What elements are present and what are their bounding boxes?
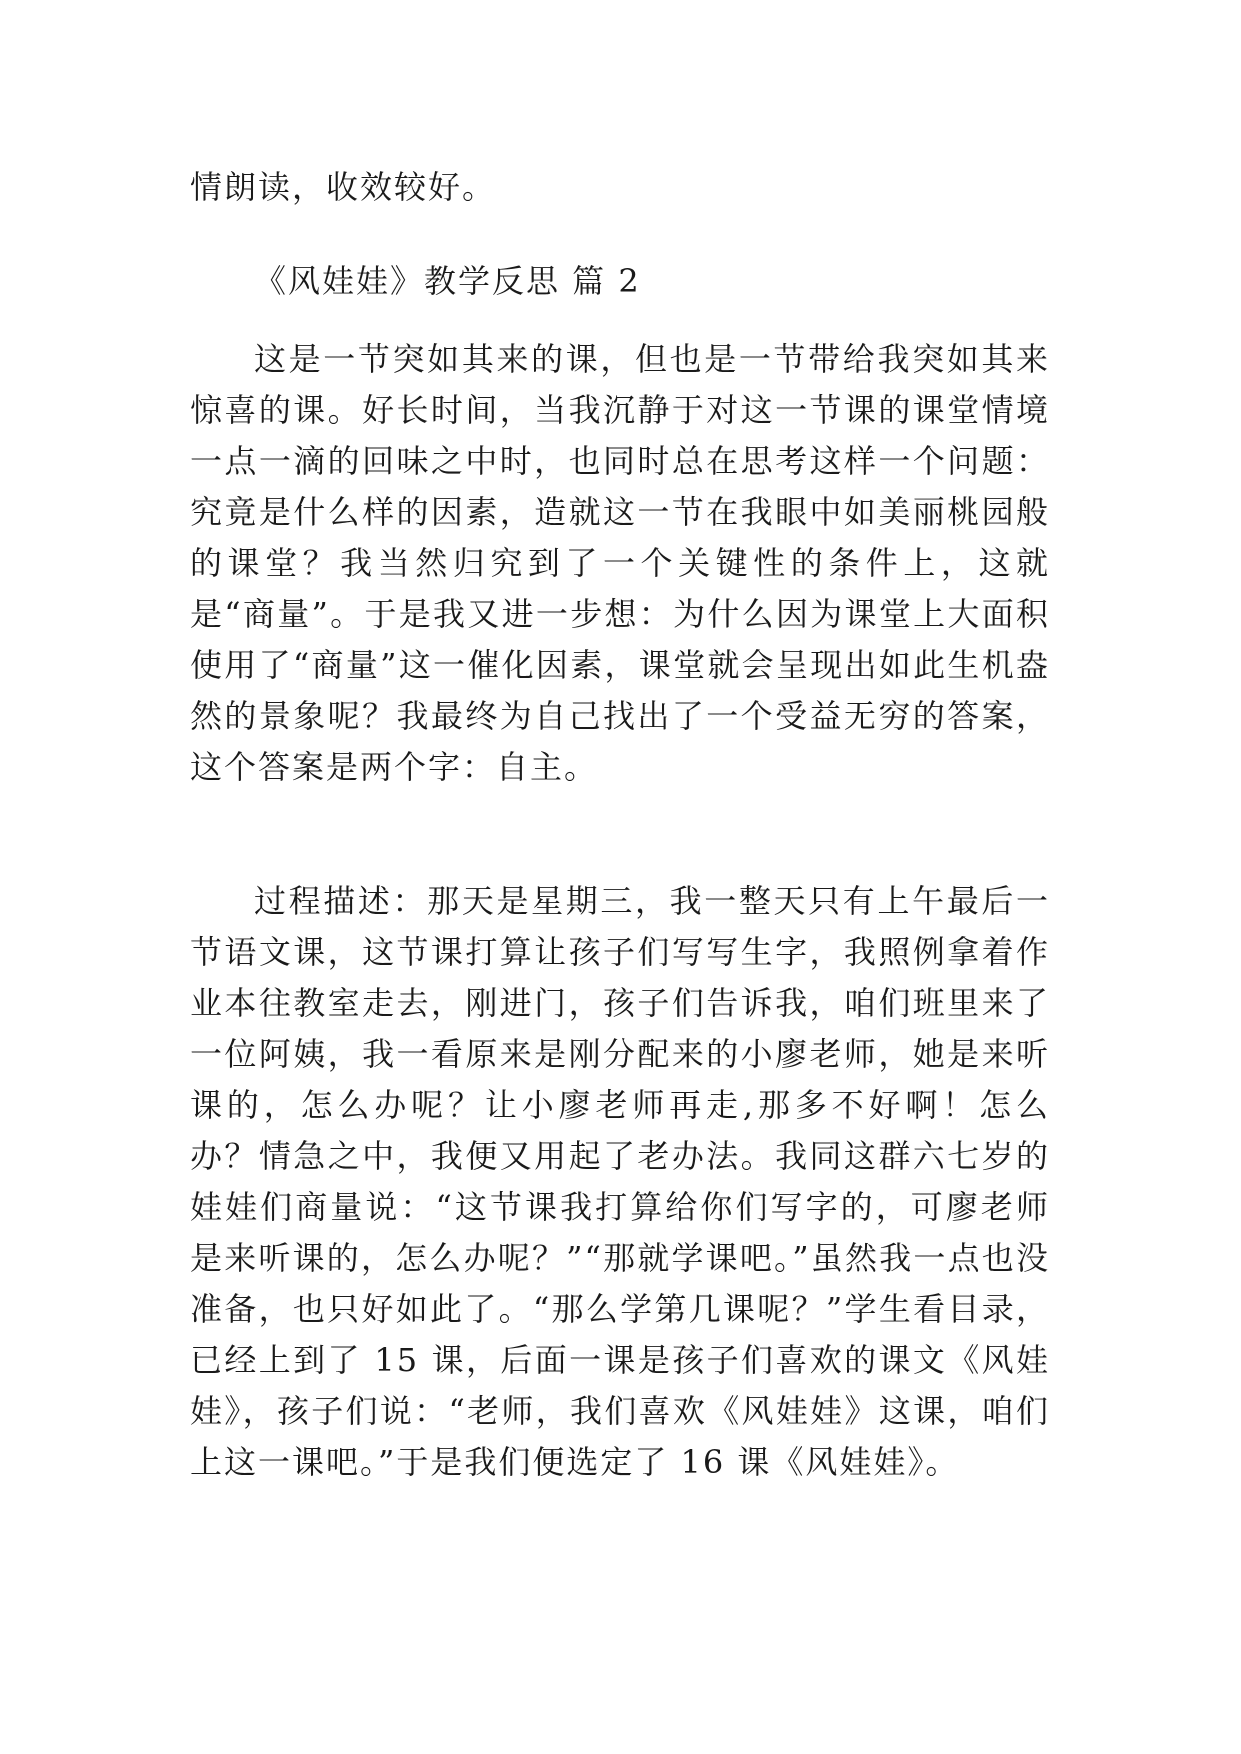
continued-paragraph-end: 情朗读，收效较好。 (190, 168, 497, 206)
body-paragraph: 这是一节突如其来的课，但也是一节带给我突如其来惊喜的课。好长时间，当我沉静于对这一节课的课堂情境一点一滴的回味之中时，也同时总在思考这样一个问题：究竟是什么样的因素，造就这一节在我眼中如美丽桃园般的课堂？我当然归究到了一个关键性的条件上，这就是“商量”。于是我又进一步想：为什么因为课堂上大面积使用了“商量”这一催化因素，课堂就会呈现出如此生机盎然的景象呢？我最终为自己找出了一个受益无穷的答案，这个答案是两个字：自主。 (190, 340, 1050, 786)
body-paragraph: 过程描述：那天是星期三，我一整天只有上午最后一节语文课，这节课打算让孩子们写写生字，我照例拿着作业本往教室走去，刚进门，孩子们告诉我，咱们班里来了一位阿姨，我一看原来是刚分配来的小廖老师，她是来听课的，怎么办呢？让小廖老师再走,那多不好啊！怎么办？情急之中，我便又用起了老办法。我同这群六七岁的娃娃们商量说：“这节课我打算给你们写字的，可廖老师是来听课的，怎么办呢？”“那就学课吧。”虽然我一点也没准备，也只好如此了。“那么学第几课呢？”学生看目录，已经上到了 15 课，后面一课是孩子们喜欢的课文《风娃娃》，孩子们说：“老师，我们喜欢《风娃娃》这课，咱们上这一课吧。”于是我们便选定了 16 课《风娃娃》。 (190, 882, 1050, 1481)
section-heading: 《风娃娃》教学反思 篇 2 (254, 262, 641, 300)
